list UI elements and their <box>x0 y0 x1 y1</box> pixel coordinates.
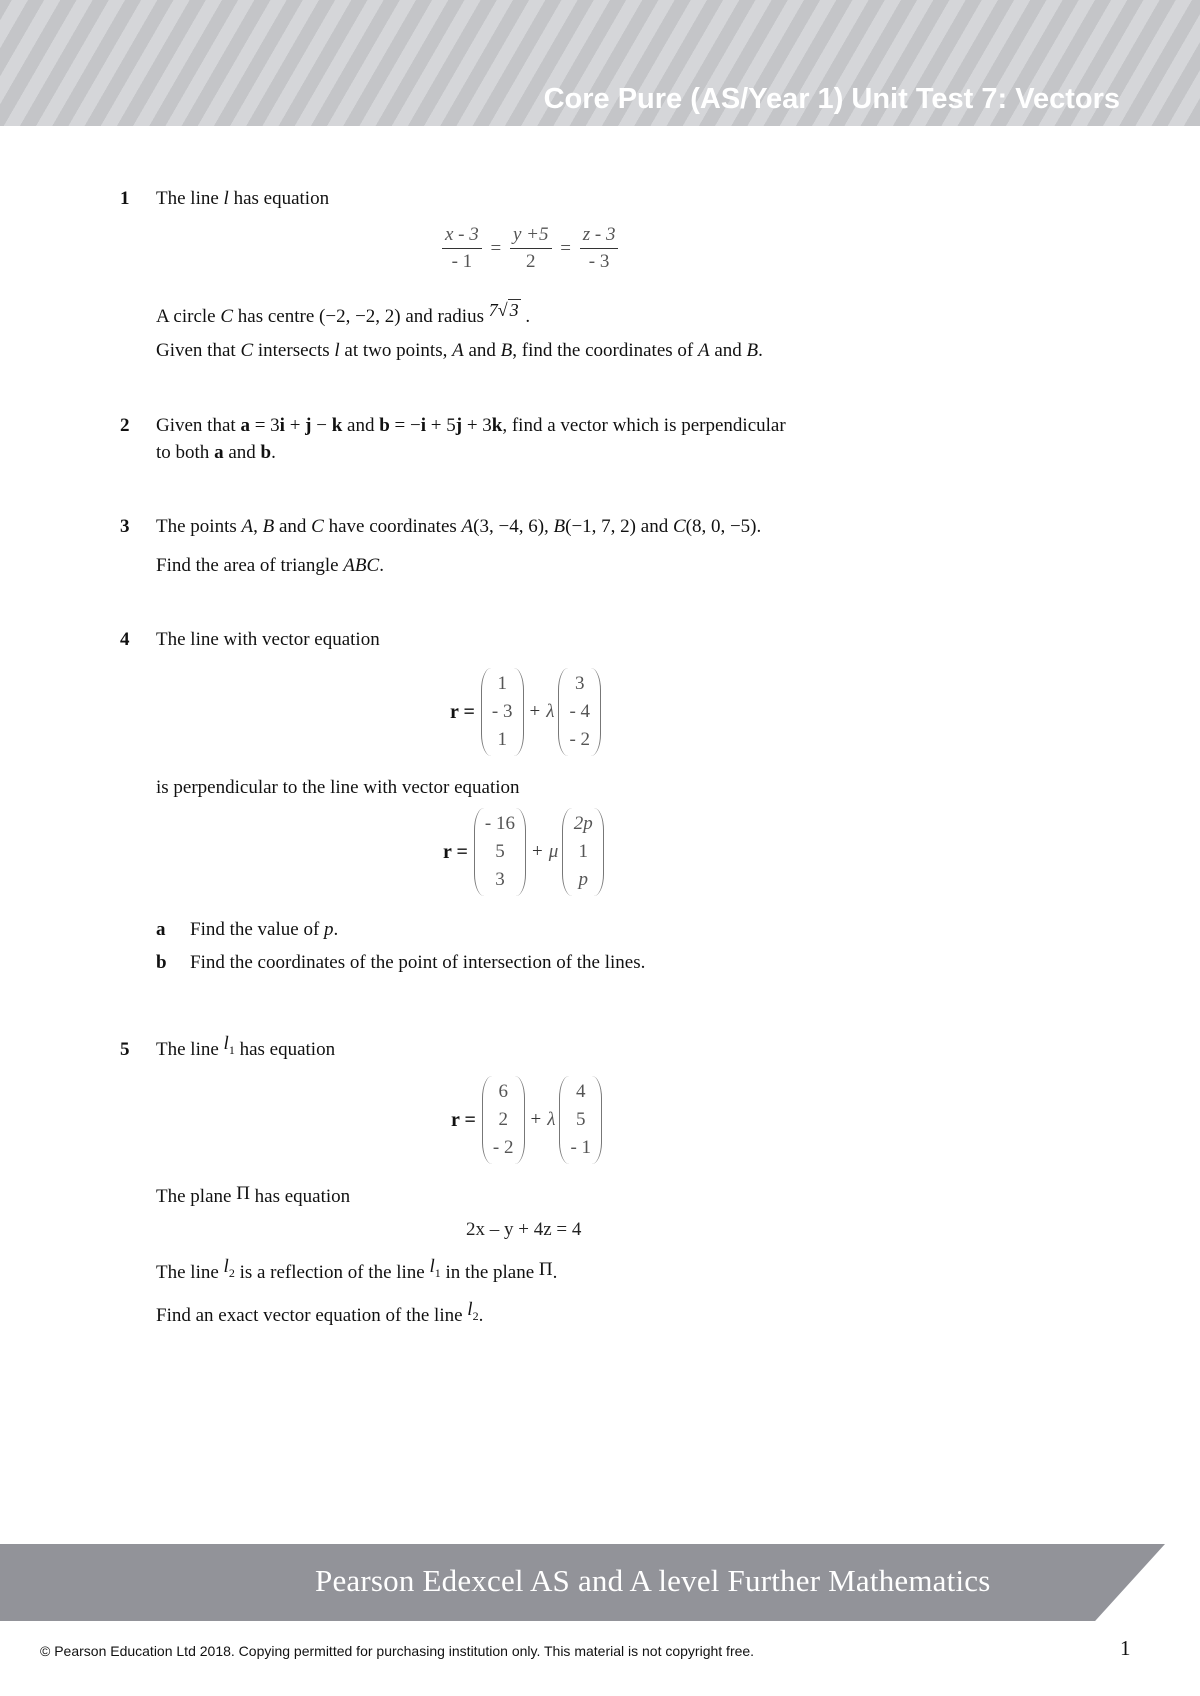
page-number: 1 <box>1120 1636 1131 1660</box>
radius-value: 7√ 3 <box>488 300 519 320</box>
fraction-y: $\frac{y +5}{2}$ <box>510 224 552 273</box>
question-text: The line l has equation <box>156 188 330 209</box>
plane-equation: 2x – y + 4z = 4 <box>466 1219 582 1240</box>
vector-equation-3: r = 6 2 - 2 + λ 4 5 - 1 <box>451 1076 602 1164</box>
direction-vector: 2p 1 p <box>562 808 604 896</box>
vector-equation-1: r = 1 - 3 1 + λ 3 - 4 - 2 <box>450 668 601 756</box>
fraction-x: $\frac{x - 3}{- 1}$ <box>442 224 482 273</box>
copyright-notice: © Pearson Education Ltd 2018. Copying permitted for purchasing institution only. This material is not copyright free. <box>40 1643 755 1659</box>
fraction-z: $\frac{z - 3}{- 3}$ <box>580 224 619 273</box>
direction-vector: 4 5 - 1 <box>559 1076 602 1164</box>
line-equation-fractions <box>438 224 622 273</box>
footer-title: Pearson Edexcel AS and A level Further Mathematics <box>315 1563 991 1598</box>
position-vector: 1 - 3 1 <box>481 668 524 756</box>
question-number: 1 <box>120 188 130 209</box>
equals-sign: = <box>560 237 571 259</box>
position-vector: - 16 5 3 <box>474 808 526 896</box>
question-number: 4 <box>120 629 130 650</box>
question-number: 5 <box>120 1039 130 1060</box>
direction-vector: 3 - 4 - 2 <box>558 668 601 756</box>
question-number: 2 <box>120 415 130 436</box>
equals-sign: = <box>490 237 502 259</box>
question-number: 3 <box>120 516 130 537</box>
position-vector: 6 2 - 2 <box>482 1076 525 1164</box>
page-title: Core Pure (AS/Year 1) Unit Test 7: Vectors <box>543 83 1120 115</box>
vector-equation-2: r = - 16 5 3 + μ 2p 1 p <box>443 808 604 896</box>
